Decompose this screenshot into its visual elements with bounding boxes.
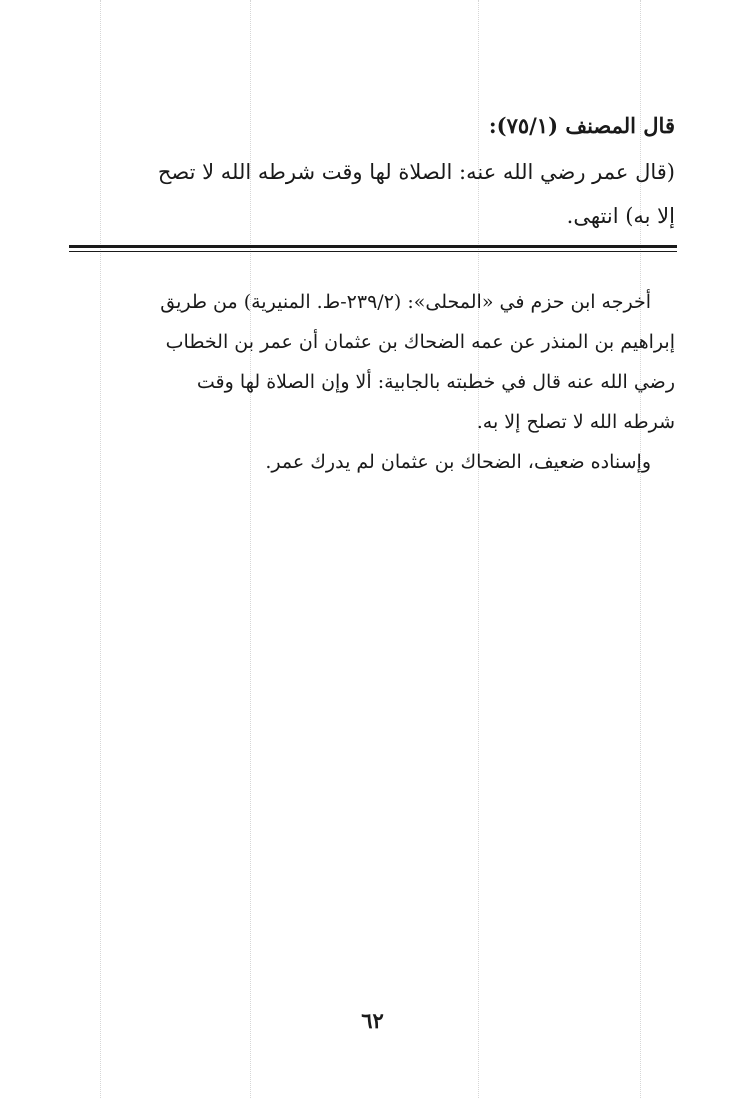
quote-line: إلا به) انتهى. [566,204,675,228]
page-number: ٦٢ [361,1008,384,1033]
footnote-line: رضي الله عنه قال في خطبته بالجابية: ألا وإن الصلاة لها وقت [196,371,675,393]
section-heading: قال المصنف (٧٥/١): [488,113,675,138]
footnote-line: أخرجه ابن حزم في «المحلى»: (٢٣٩/٢-ط. المنيرية) من طريق [160,291,651,313]
quote-line: (قال عمر رضي الله عنه: الصلاة لها وقت شرطه الله لا تصح [157,160,675,184]
footnote [65,282,675,482]
footnote-note: وإسناده ضعيف، الضحاك بن عثمان لم يدرك عمر. [265,451,651,473]
footnote-line: شرطه الله لا تصلح إلا به. [476,411,675,433]
footnote-separator [69,245,677,252]
quoted-text [65,150,675,238]
footnote-line: إبراهيم بن المنذر عن عمه الضحاك بن عثمان أن عمر بن الخطاب [165,331,675,353]
